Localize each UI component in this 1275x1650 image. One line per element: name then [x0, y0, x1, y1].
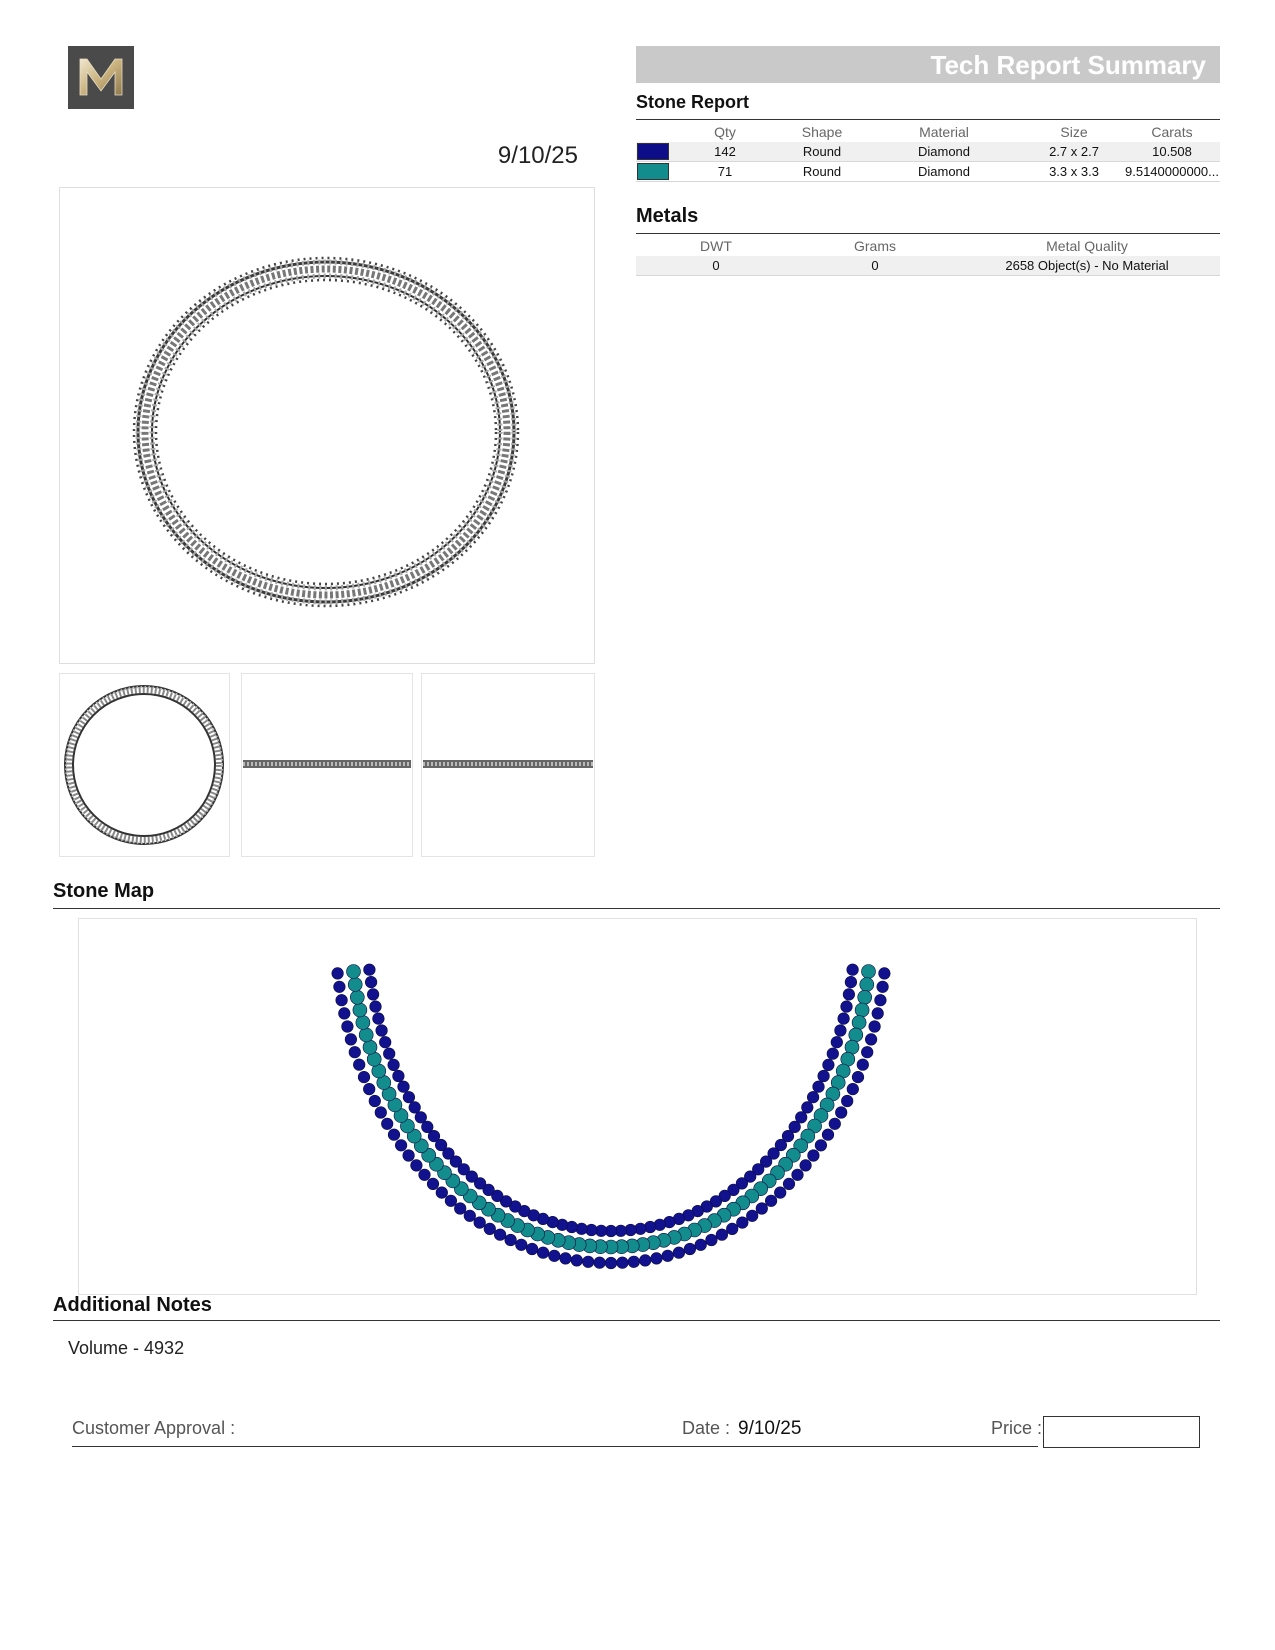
stone-report-rule	[636, 119, 1220, 120]
stone-center-row	[350, 990, 364, 1004]
stone-outer-row-inside	[388, 1059, 400, 1071]
stone-outer-row-outside	[639, 1255, 651, 1267]
stone-outer-row-outside	[865, 1034, 877, 1046]
stone-outer-row-inside	[807, 1091, 819, 1103]
notes-text: Volume - 4932	[68, 1338, 185, 1358]
stone-outer-row-inside	[835, 1025, 847, 1037]
stone-outer-row-outside	[582, 1256, 594, 1268]
table-row	[636, 142, 1220, 162]
stone-outer-row-outside	[869, 1021, 881, 1033]
stone-outer-row-outside	[835, 1107, 847, 1119]
qty-cell: 142	[670, 142, 780, 162]
stone-outer-row-outside	[571, 1255, 583, 1267]
thumbnail-side-view[interactable]	[241, 673, 413, 857]
grams-cell: 0	[796, 256, 954, 276]
stone-outer-row-outside	[684, 1243, 696, 1255]
stone-outer-row-outside	[594, 1257, 606, 1269]
stone-outer-row-inside	[398, 1081, 410, 1093]
stone-outer-row-inside	[813, 1081, 825, 1093]
notes-title: Additional Notes	[53, 1294, 212, 1316]
stone-outer-row-outside	[516, 1239, 528, 1251]
stone-outer-row-inside	[818, 1070, 830, 1082]
stone-outer-row-outside	[484, 1223, 496, 1235]
main-render-view	[59, 187, 595, 664]
stone-outer-row-outside	[651, 1253, 663, 1265]
shape-cell: Round	[780, 142, 864, 162]
stone-outer-row-outside	[526, 1243, 538, 1255]
bracelet-render	[60, 188, 594, 663]
price-field[interactable]	[1043, 1416, 1200, 1448]
stone-outer-row-outside	[411, 1160, 423, 1172]
stone-outer-row-outside	[388, 1129, 400, 1141]
metals-rule	[636, 233, 1220, 234]
stone-map-view	[78, 918, 1197, 1295]
stone-outer-row-inside	[827, 1048, 839, 1060]
stone-outer-row-outside	[726, 1223, 738, 1235]
stone-outer-row-outside	[847, 1083, 859, 1095]
stone-outer-row-outside	[746, 1210, 758, 1222]
stone-outer-row-inside	[403, 1091, 415, 1103]
stone-outer-row-outside	[375, 1107, 387, 1119]
size-cell: 2.7 x 2.7	[1024, 142, 1124, 162]
grams-column-header: Grams	[854, 238, 896, 254]
carats-cell: 9.5140000000...	[1124, 162, 1220, 182]
stone-outer-row-outside	[454, 1203, 466, 1215]
stone-outer-row-outside	[339, 1008, 351, 1020]
stone-outer-row-outside	[879, 968, 891, 980]
metals-header-row	[636, 236, 1220, 256]
size-cell: 3.3 x 3.3	[1024, 162, 1124, 182]
stone-outer-row-outside	[334, 981, 346, 993]
stone-color-swatch	[637, 143, 669, 160]
stone-outer-row-outside	[808, 1150, 820, 1162]
header-date: 9/10/25	[497, 142, 578, 169]
thumbnail-side-render	[242, 674, 412, 856]
company-logo	[68, 46, 134, 109]
carats-cell: 10.508	[1124, 142, 1220, 162]
approval-signature-line	[72, 1446, 1038, 1447]
table-row	[636, 256, 1220, 276]
stone-outer-row-outside	[349, 1046, 361, 1058]
shape-cell: Round	[780, 162, 864, 182]
stone-outer-row-outside	[381, 1118, 393, 1130]
stone-outer-row-inside	[823, 1059, 835, 1071]
stone-outer-row-outside	[494, 1229, 506, 1241]
approval-date-value: 9/10/25	[738, 1418, 802, 1439]
thumbnail-top-view[interactable]	[59, 673, 230, 857]
metals-table	[636, 236, 1220, 276]
stone-outer-row-outside	[756, 1203, 768, 1215]
stone-outer-row-outside	[815, 1140, 827, 1152]
thumbnail-top-render	[60, 674, 229, 856]
stone-outer-row-outside	[395, 1140, 407, 1152]
carats-column-header: Carats	[1151, 124, 1193, 140]
dwt-cell: 0	[636, 256, 796, 276]
table-row	[636, 162, 1220, 182]
qty-cell: 71	[670, 162, 780, 182]
stone-outer-row-outside	[336, 994, 348, 1006]
stone-outer-row-inside	[383, 1048, 395, 1060]
stone-map-rule	[53, 908, 1220, 909]
stone-outer-row-outside	[877, 981, 889, 993]
shape-column-header: Shape	[801, 124, 843, 140]
thumbnail-front-render	[422, 674, 594, 856]
stone-outer-row-outside	[403, 1150, 415, 1162]
stone-outer-row-outside	[474, 1217, 486, 1229]
stone-outer-row-inside	[367, 989, 379, 1001]
stone-outer-row-inside	[838, 1013, 850, 1025]
stone-center-row	[855, 1003, 869, 1017]
stone-outer-row-outside	[505, 1234, 517, 1246]
stone-outer-row-inside	[376, 1025, 388, 1037]
customer-approval-label: Customer Approval :	[72, 1418, 236, 1438]
stone-outer-row-inside	[379, 1036, 391, 1048]
logo-m-icon	[68, 46, 134, 109]
stone-outer-row-outside	[737, 1217, 749, 1229]
stone-outer-row-outside	[875, 994, 887, 1006]
stone-outer-row-outside	[861, 1046, 873, 1058]
stone-center-row	[356, 1016, 370, 1030]
stone-center-row	[347, 965, 361, 979]
stone-outer-row-outside	[852, 1071, 864, 1083]
stone-outer-row-outside	[445, 1195, 457, 1207]
stone-outer-row-outside	[345, 1034, 357, 1046]
thumbnail-front-view[interactable]	[421, 673, 595, 857]
stone-center-row	[359, 1028, 373, 1042]
stone-outer-row-outside	[617, 1257, 629, 1269]
stone-center-row	[849, 1028, 863, 1042]
qty-column-header: Qty	[714, 124, 736, 140]
stone-outer-row-outside	[695, 1239, 707, 1251]
stone-outer-row-outside	[716, 1229, 728, 1241]
material-column-header: Material	[919, 124, 969, 140]
report-title-bar	[636, 46, 1220, 83]
stone-report-title: Stone Report	[636, 92, 750, 112]
stone-outer-row-outside	[419, 1169, 431, 1181]
stone-outer-row-outside	[342, 1021, 354, 1033]
stone-outer-row-outside	[829, 1118, 841, 1130]
stone-outer-row-outside	[427, 1178, 439, 1190]
metals-title: Metals	[636, 205, 699, 227]
stone-outer-row-inside	[415, 1112, 427, 1124]
price-label: Price :	[991, 1418, 1043, 1438]
stone-outer-row-inside	[831, 1036, 843, 1048]
swatch-column-header	[636, 122, 670, 142]
stone-outer-row-outside	[774, 1187, 786, 1199]
stone-outer-row-outside	[537, 1247, 549, 1259]
stone-color-swatch	[637, 163, 669, 180]
stone-outer-row-inside	[364, 964, 376, 976]
stone-outer-row-outside	[841, 1095, 853, 1107]
material-cell: Diamond	[864, 162, 1024, 182]
stone-center-row	[353, 1003, 367, 1017]
stone-outer-row-outside	[765, 1195, 777, 1207]
stone-center-row	[363, 1040, 377, 1054]
stone-outer-row-outside	[353, 1059, 365, 1071]
stone-outer-row-outside	[662, 1250, 674, 1262]
stone-report-header-row	[636, 122, 1220, 142]
stone-outer-row-inside	[370, 1001, 382, 1013]
stone-outer-row-outside	[822, 1129, 834, 1141]
stone-report-table	[636, 122, 1220, 182]
stone-outer-row-outside	[363, 1083, 375, 1095]
stone-outer-row-inside	[393, 1070, 405, 1082]
report-title: Tech Report Summary	[930, 50, 1206, 80]
stone-center-row	[862, 965, 876, 979]
stone-outer-row-inside	[373, 1013, 385, 1025]
stone-center-row	[852, 1016, 866, 1030]
stone-outer-row-outside	[464, 1210, 476, 1222]
stone-center-row	[858, 990, 872, 1004]
stone-outer-row-inside	[845, 976, 857, 988]
stone-outer-row-outside	[605, 1257, 617, 1269]
stone-center-row	[860, 978, 874, 992]
stone-outer-row-inside	[409, 1102, 421, 1114]
stone-outer-row-inside	[365, 976, 377, 988]
stone-outer-row-outside	[706, 1234, 718, 1246]
metal-quality-column-header: Metal Quality	[1046, 238, 1128, 254]
stone-outer-row-outside	[332, 968, 344, 980]
stone-outer-row-outside	[800, 1160, 812, 1172]
stone-outer-row-outside	[436, 1187, 448, 1199]
stone-outer-row-inside	[802, 1102, 814, 1114]
stone-outer-row-outside	[792, 1169, 804, 1181]
stone-center-row	[348, 978, 362, 992]
stone-outer-row-outside	[673, 1247, 685, 1259]
stone-outer-row-outside	[857, 1059, 869, 1071]
dwt-column-header: DWT	[700, 238, 732, 254]
stone-outer-row-inside	[843, 989, 855, 1001]
stone-map-title: Stone Map	[53, 880, 155, 902]
metal-quality-cell: 2658 Object(s) - No Material	[954, 256, 1220, 276]
notes-rule	[53, 1320, 1220, 1321]
size-column-header: Size	[1060, 124, 1088, 140]
stone-outer-row-outside	[369, 1095, 381, 1107]
stone-outer-row-outside	[549, 1250, 561, 1262]
stone-outer-row-outside	[628, 1256, 640, 1268]
stone-outer-row-outside	[560, 1253, 572, 1265]
stone-outer-row-outside	[872, 1008, 884, 1020]
date-label: Date :	[682, 1418, 731, 1438]
stone-map-render	[79, 919, 1196, 1294]
stone-outer-row-inside	[847, 964, 859, 976]
material-cell: Diamond	[864, 142, 1024, 162]
stone-outer-row-outside	[358, 1071, 370, 1083]
stone-outer-row-outside	[783, 1178, 795, 1190]
stone-outer-row-inside	[841, 1001, 853, 1013]
